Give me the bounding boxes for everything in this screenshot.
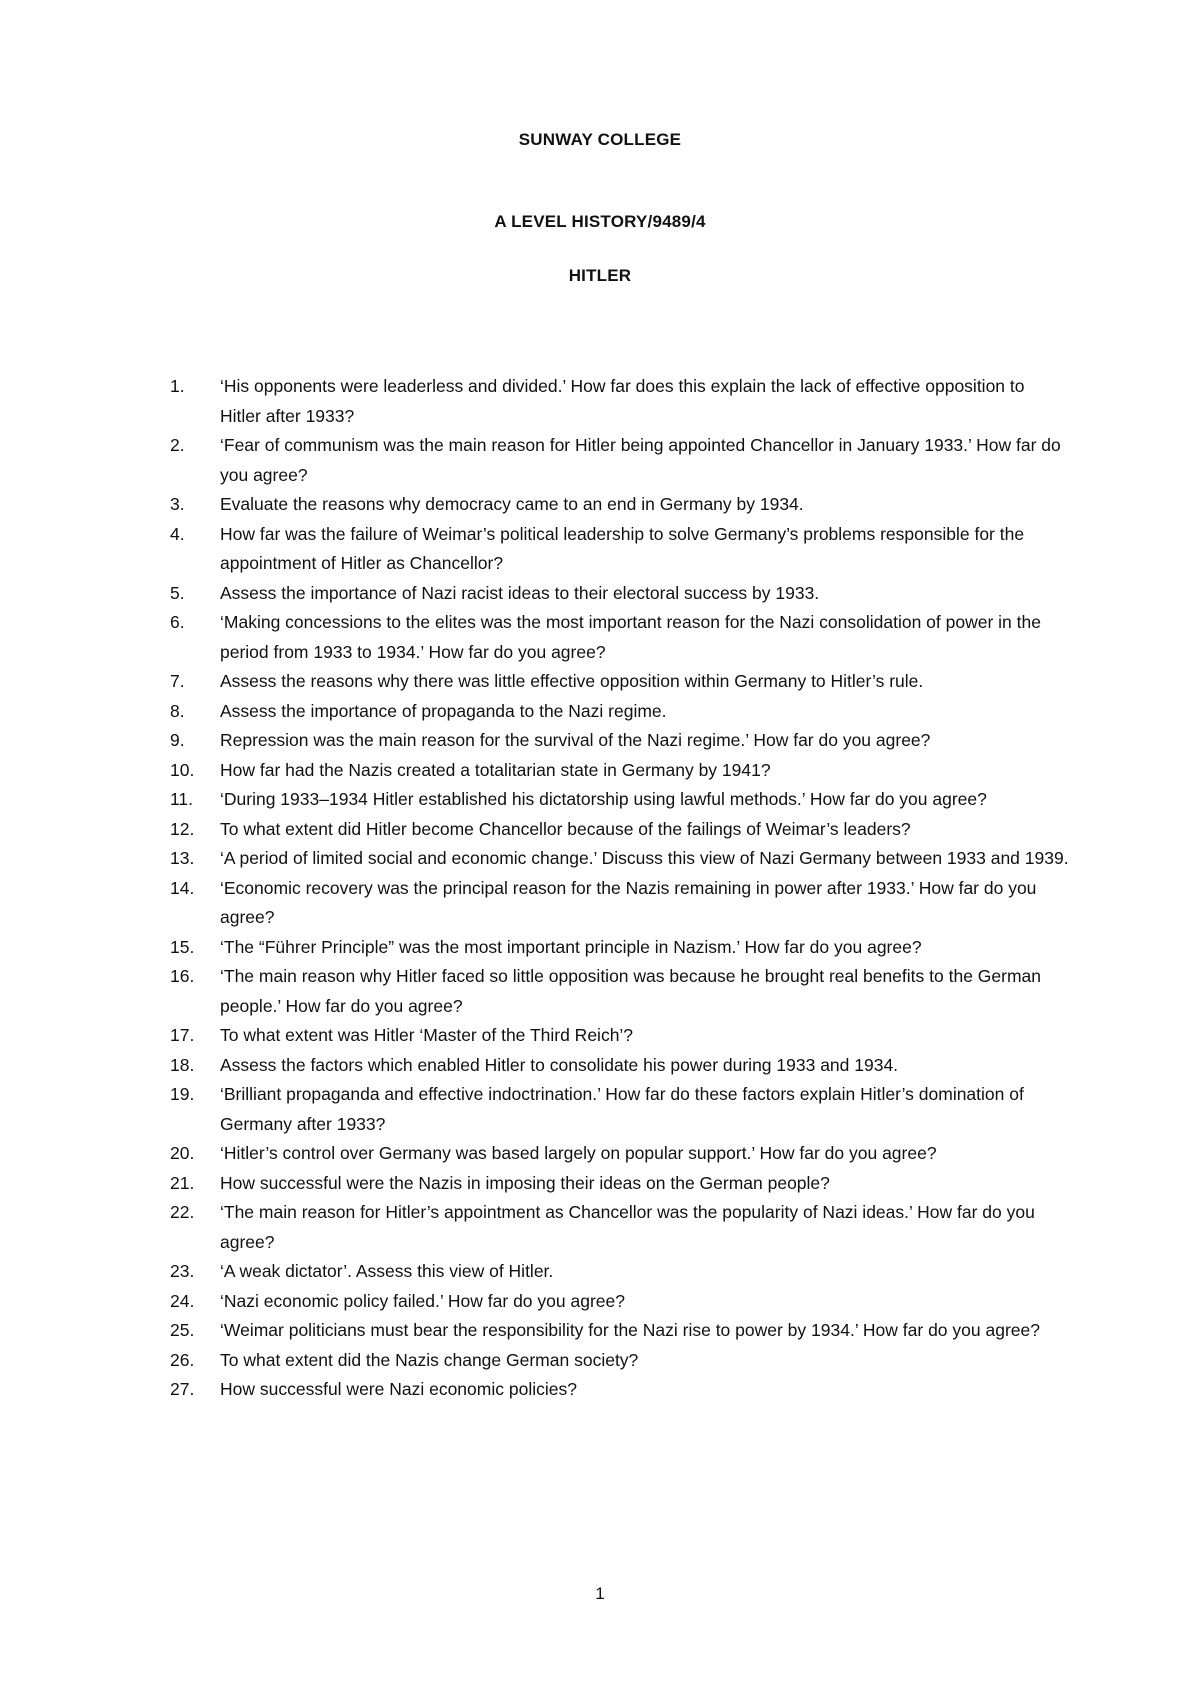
question-number: 9. (170, 730, 185, 750)
question-number: 25. (170, 1320, 195, 1340)
question-item (170, 1198, 1070, 1257)
question-number: 24. (170, 1290, 195, 1311)
question-list (170, 372, 1070, 1405)
question-text: Assess the reasons why there was little effective opposition within Germany to Hitler’s rule. (220, 671, 924, 691)
question-text: ‘Fear of communism was the main reason for Hitler being appointed Chancellor in January 1933.’ How far do you agree? (220, 435, 1061, 485)
question-item (170, 697, 1070, 727)
question-text: How far was the failure of Weimar’s political leadership to solve Germany’s problems responsible for the appointment of Hitler as Chancellor? (220, 523, 1025, 573)
question-text: ‘A weak dictator’. Assess this view of Hitler. (220, 1261, 554, 1281)
question-item (170, 1287, 1070, 1317)
question-item (170, 756, 1070, 786)
question-item (170, 785, 1070, 815)
question-text: ‘The “Führer Principle” was the most important principle in Nazism.’ How far do you agree? (220, 936, 922, 957)
question-text: To what extent did Hitler become Chancellor because of the failings of Weimar’s leaders? (220, 818, 911, 839)
question-number: 22. (170, 1202, 195, 1222)
question-number: 20. (170, 1143, 195, 1163)
question-item (170, 815, 1070, 845)
question-item (170, 372, 1070, 431)
question-number: 26. (170, 1349, 195, 1370)
question-number: 7. (170, 671, 185, 691)
question-item (170, 579, 1070, 609)
question-number: 15. (170, 936, 195, 957)
question-text: ‘Hitler’s control over Germany was based largely on popular support.’ How far do you agree? (220, 1143, 937, 1163)
question-text: ‘His opponents were leaderless and divided.’ How far does this explain the lack of effective opposition to Hitler after 1933? (220, 376, 1025, 426)
question-text: To what extent was Hitler ‘Master of the Third Reich’? (220, 1025, 634, 1045)
course-title: A LEVEL HISTORY/9489/4 (494, 212, 706, 231)
question-item (170, 1346, 1070, 1376)
question-text: ‘Economic recovery was the principal reason for the Nazis remaining in power after 1933.’ How far do you agree? (220, 877, 1037, 927)
page-number: 1 (595, 1584, 605, 1603)
question-text: Evaluate the reasons why democracy came to an end in Germany by 1934. (220, 494, 804, 514)
question-text: ‘The main reason for Hitler’s appointment as Chancellor was the popularity of Nazi ideas.’ How far do you agree? (220, 1202, 1035, 1252)
question-text: How far had the Nazis created a totalitarian state in Germany by 1941? (220, 759, 771, 780)
question-number: 5. (170, 582, 185, 603)
question-number: 14. (170, 877, 195, 898)
question-item (170, 726, 1070, 756)
question-item (170, 431, 1070, 490)
question-item (170, 1051, 1070, 1081)
question-item (170, 1139, 1070, 1169)
question-item (170, 667, 1070, 697)
question-text: ‘A period of limited social and economic change.’ Discuss this view of Nazi Germany between 1933 and 1939. (220, 848, 1069, 868)
question-item (170, 1257, 1070, 1287)
question-item (170, 962, 1070, 1021)
question-item (170, 1169, 1070, 1199)
question-text: Assess the factors which enabled Hitler to consolidate his power during 1933 and 1934. (220, 1054, 899, 1075)
question-text: Assess the importance of Nazi racist ideas to their electoral success by 1933. (220, 582, 820, 603)
question-item (170, 844, 1070, 874)
question-item (170, 520, 1070, 579)
question-item (170, 1375, 1070, 1405)
topic-title: HITLER (568, 266, 632, 285)
question-text: How successful were Nazi economic policies? (220, 1379, 577, 1399)
college-title: SUNWAY COLLEGE (518, 130, 682, 149)
question-text: ‘The main reason why Hitler faced so little opposition was because he brought real benefits to the German people.’ How far do you agree? (220, 966, 1042, 1016)
question-number: 17. (170, 1025, 195, 1045)
question-text: Repression was the main reason for the survival of the Nazi regime.’ How far do you agree? (220, 730, 931, 750)
question-number: 19. (170, 1084, 195, 1104)
question-text: Assess the importance of propaganda to the Nazi regime. (220, 700, 667, 721)
question-text: ‘During 1933–1934 Hitler established his dictatorship using lawful methods.’ How far do you agree? (220, 789, 987, 809)
question-item (170, 933, 1070, 963)
question-number: 2. (170, 435, 185, 455)
question-number: 21. (170, 1172, 195, 1193)
question-number: 18. (170, 1054, 195, 1075)
question-number: 11. (170, 789, 194, 809)
question-number: 10. (170, 759, 195, 780)
question-text: To what extent did the Nazis change German society? (220, 1349, 639, 1370)
question-item (170, 1316, 1070, 1346)
question-number: 1. (170, 376, 185, 396)
question-item (170, 1021, 1070, 1051)
question-number: 3. (170, 494, 185, 514)
question-item (170, 874, 1070, 933)
question-item (170, 1080, 1070, 1139)
question-number: 8. (170, 700, 185, 721)
question-number: 23. (170, 1261, 195, 1281)
question-text: ‘Making concessions to the elites was the most important reason for the Nazi consolidation of power in the period from 1933 to 1934.’ How far do you agree? (220, 612, 1041, 662)
question-number: 12. (170, 818, 195, 839)
question-text: ‘Weimar politicians must bear the responsibility for the Nazi rise to power by 1934.’ How far do you agree? (220, 1320, 1040, 1340)
question-number: 6. (170, 612, 185, 632)
question-item (170, 490, 1070, 520)
question-number: 13. (170, 848, 195, 868)
question-text: ‘Nazi economic policy failed.’ How far do you agree? (220, 1290, 625, 1311)
question-number: 16. (170, 966, 195, 986)
question-text: How successful were the Nazis in imposing their ideas on the German people? (220, 1172, 830, 1193)
question-number: 4. (170, 523, 185, 544)
question-number: 27. (170, 1379, 195, 1399)
question-text: ‘Brilliant propaganda and effective indoctrination.’ How far do these factors explain Hitler’s domination of Germany after 1933? (220, 1084, 1024, 1134)
question-item (170, 608, 1070, 667)
